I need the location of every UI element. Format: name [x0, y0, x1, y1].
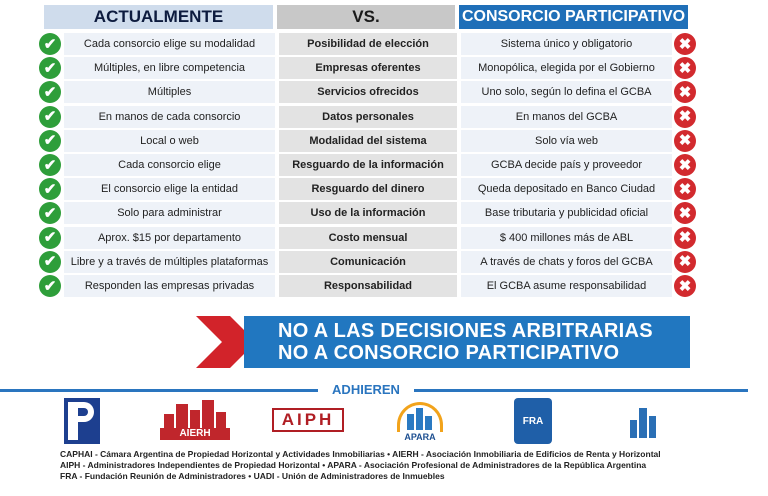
divider-right	[414, 389, 748, 392]
check-icon: ✔	[39, 154, 61, 176]
aiph-logo: AIPH	[272, 408, 344, 432]
slogan-line-2: NO A CONSORCIO PARTICIPATIVO	[278, 342, 620, 364]
check-icon: ✔	[39, 106, 61, 128]
check-icon: ✔	[39, 81, 61, 103]
criterion-label: Resguardo del dinero	[279, 178, 457, 200]
criterion-label: Posibilidad de elección	[279, 33, 457, 55]
adhieren-line-2: AIPH - Administradores Independientes de Propiedad Horizontal • APARA - Asociación Profesional de Administradores de la República Argentina	[60, 460, 647, 470]
comparison-header	[44, 5, 692, 29]
adhieren-title: ADHIEREN	[332, 382, 400, 397]
criterion-label: Comunicación	[279, 251, 457, 273]
table-row	[0, 227, 768, 249]
current-value: Cada consorcio elige	[64, 154, 275, 176]
caphai-logo	[64, 398, 100, 444]
check-icon: ✔	[39, 57, 61, 79]
cross-icon: ✖	[674, 130, 696, 152]
criterion-label: Datos personales	[279, 106, 457, 128]
table-row	[0, 106, 768, 128]
cross-icon: ✖	[674, 154, 696, 176]
check-icon: ✔	[39, 275, 61, 297]
cross-icon: ✖	[674, 275, 696, 297]
cross-icon: ✖	[674, 81, 696, 103]
apara-logo-text: APARA	[404, 432, 436, 442]
cross-icon: ✖	[674, 227, 696, 249]
criterion-label: Responsabilidad	[279, 275, 457, 297]
criterion-label: Uso de la información	[279, 202, 457, 224]
proposal-value: Queda depositado en Banco Ciudad	[461, 178, 672, 200]
header-vs: VS.	[277, 5, 455, 29]
proposal-value: El GCBA asume responsabilidad	[461, 275, 672, 297]
table-row	[0, 57, 768, 79]
check-icon: ✔	[39, 33, 61, 55]
table-row	[0, 130, 768, 152]
proposal-value: A través de chats y foros del GCBA	[461, 251, 672, 273]
current-value: Responden las empresas privadas	[64, 275, 275, 297]
header-actualmente: ACTUALMENTE	[44, 5, 273, 29]
aierh-logo	[160, 400, 230, 440]
fra-logo: FRA	[514, 398, 552, 444]
aierh-logo-text: AIERH	[160, 428, 230, 440]
cross-icon: ✖	[674, 202, 696, 224]
criterion-label: Costo mensual	[279, 227, 457, 249]
check-icon: ✔	[39, 227, 61, 249]
current-value: Libre y a través de múltiples plataformas	[64, 251, 275, 273]
table-row	[0, 275, 768, 297]
uadi-logo	[628, 406, 658, 438]
table-row	[0, 81, 768, 103]
current-value: Múltiples, en libre competencia	[64, 57, 275, 79]
current-value: Local o web	[64, 130, 275, 152]
criterion-label: Servicios ofrecidos	[279, 81, 457, 103]
criterion-label: Resguardo de la información	[279, 154, 457, 176]
proposal-value: En manos del GCBA	[461, 106, 672, 128]
table-row	[0, 202, 768, 224]
header-consorcio-participativo: CONSORCIO PARTICIPATIVO	[459, 5, 688, 29]
criterion-label: Modalidad del sistema	[279, 130, 457, 152]
proposal-value: Solo vía web	[461, 130, 672, 152]
current-value: El consorcio elige la entidad	[64, 178, 275, 200]
current-value: En manos de cada consorcio	[64, 106, 275, 128]
table-row	[0, 33, 768, 55]
cross-icon: ✖	[674, 178, 696, 200]
adhieren-line-3: FRA - Fundación Reunión de Administradores • UADI - Unión de Administradores de Inmuebles	[60, 471, 445, 481]
current-value: Aprox. $15 por departamento	[64, 227, 275, 249]
proposal-value: Monopólica, elegida por el Gobierno	[461, 57, 672, 79]
check-icon: ✔	[39, 202, 61, 224]
check-icon: ✔	[39, 130, 61, 152]
proposal-value: Sistema único y obligatorio	[461, 33, 672, 55]
proposal-value: GCBA decide país y proveedor	[461, 154, 672, 176]
current-value: Cada consorcio elige su modalidad	[64, 33, 275, 55]
current-value: Múltiples	[64, 81, 275, 103]
table-row	[0, 154, 768, 176]
table-row	[0, 251, 768, 273]
check-icon: ✔	[39, 178, 61, 200]
criterion-label: Empresas oferentes	[279, 57, 457, 79]
proposal-value: Base tributaria y publicidad oficial	[461, 202, 672, 224]
current-value: Solo para administrar	[64, 202, 275, 224]
adhieren-line-1: CAPHAI - Cámara Argentina de Propiedad Horizontal y Actividades Inmobiliarias • AIERH - Asociación Inmobiliaria de Edificios de Renta y Horizontal	[60, 449, 661, 459]
cross-icon: ✖	[674, 33, 696, 55]
cross-icon: ✖	[674, 106, 696, 128]
check-icon: ✔	[39, 251, 61, 273]
proposal-value: Uno solo, según lo defina el GCBA	[461, 81, 672, 103]
slogan-line-1: NO A LAS DECISIONES ARBITRARIAS	[278, 320, 653, 342]
cross-icon: ✖	[674, 251, 696, 273]
apara-logo	[393, 402, 447, 442]
divider-left	[0, 389, 318, 392]
proposal-value: $ 400 millones más de ABL	[461, 227, 672, 249]
cross-icon: ✖	[674, 57, 696, 79]
table-row	[0, 178, 768, 200]
slogan-banner	[244, 316, 690, 368]
